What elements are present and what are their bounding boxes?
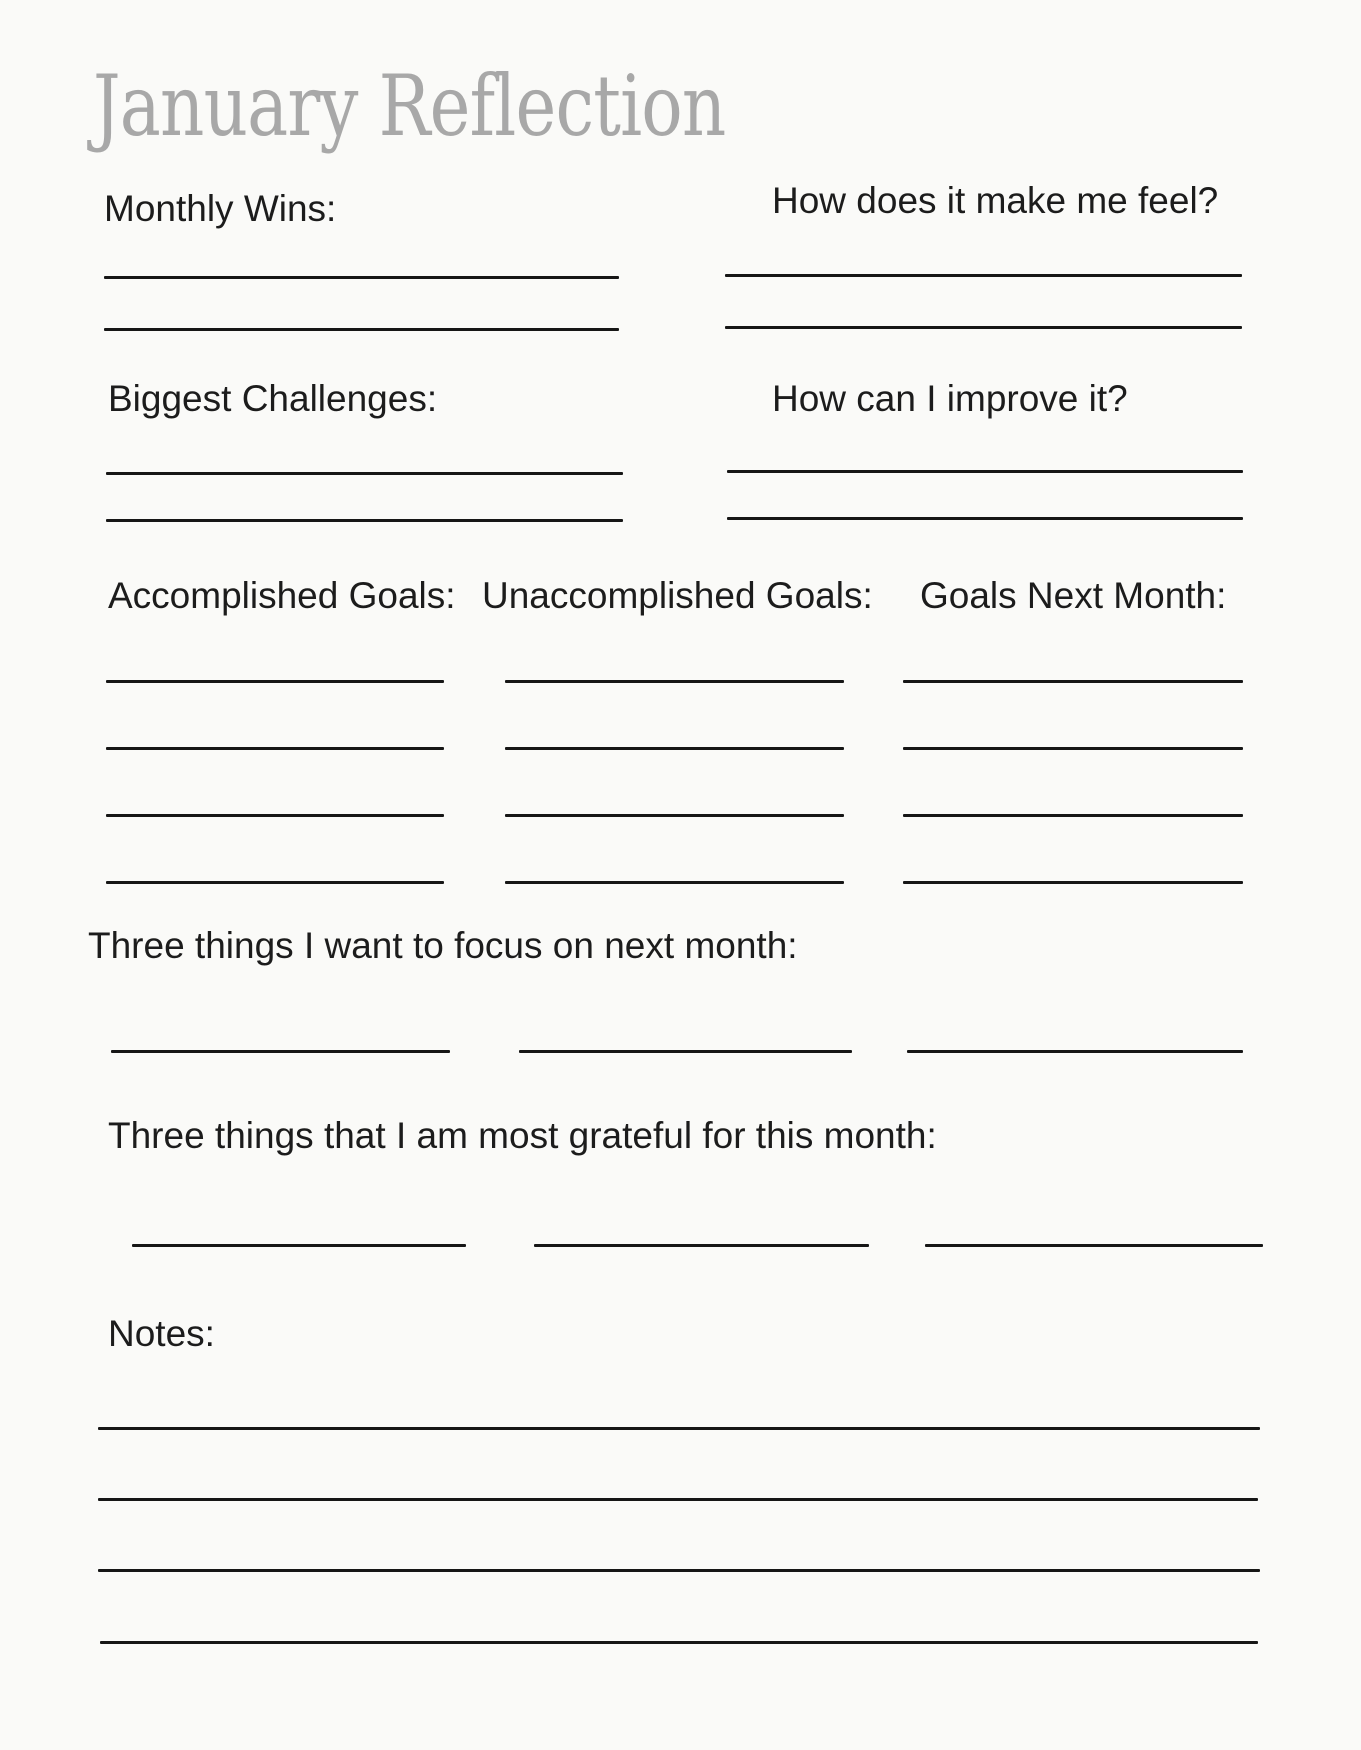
unaccomplished-goals-label: Unaccomplished Goals: [482, 575, 873, 616]
monthly-wins-label: Monthly Wins: [104, 188, 337, 229]
accomplished-goals-label: Accomplished Goals: [108, 575, 456, 616]
focus-line-2 [519, 1050, 852, 1053]
monthly-wins-line-2 [104, 328, 619, 331]
grateful-line-2 [534, 1244, 869, 1247]
accomplished-goals-line-4 [106, 881, 444, 884]
grateful-line-1 [132, 1244, 466, 1247]
notes-line-1 [98, 1427, 1260, 1430]
unaccomplished-goals-line-2 [505, 747, 844, 750]
grateful-line-3 [925, 1244, 1263, 1247]
notes-label: Notes: [108, 1313, 215, 1354]
focus-line-3 [907, 1050, 1243, 1053]
notes-line-2 [98, 1498, 1258, 1501]
goals-next-month-line-2 [903, 747, 1243, 750]
notes-line-3 [98, 1569, 1260, 1572]
accomplished-goals-line-1 [106, 680, 444, 683]
challenges-line-1 [106, 472, 623, 475]
notes-line-4 [100, 1641, 1258, 1644]
feel-line-2 [725, 326, 1242, 329]
unaccomplished-goals-line-3 [505, 814, 844, 817]
goals-next-month-line-3 [903, 814, 1243, 817]
focus-line-1 [111, 1050, 450, 1053]
page-title: January Reflection [93, 57, 726, 155]
improve-label: How can I improve it? [772, 378, 1128, 419]
monthly-wins-line-1 [104, 276, 619, 279]
focus-label: Three things I want to focus on next month: [88, 925, 798, 966]
feel-label: How does it make me feel? [772, 180, 1219, 221]
challenges-line-2 [106, 519, 623, 522]
feel-line-1 [725, 274, 1242, 277]
accomplished-goals-line-3 [106, 814, 444, 817]
goals-next-month-line-1 [903, 680, 1243, 683]
improve-line-1 [727, 470, 1243, 473]
unaccomplished-goals-line-4 [505, 881, 844, 884]
unaccomplished-goals-line-1 [505, 680, 844, 683]
accomplished-goals-line-2 [106, 747, 444, 750]
goals-next-month-label: Goals Next Month: [920, 575, 1227, 616]
grateful-label: Three things that I am most grateful for this month: [108, 1115, 937, 1156]
goals-next-month-line-4 [903, 881, 1243, 884]
improve-line-2 [727, 517, 1243, 520]
challenges-label: Biggest Challenges: [108, 378, 438, 419]
